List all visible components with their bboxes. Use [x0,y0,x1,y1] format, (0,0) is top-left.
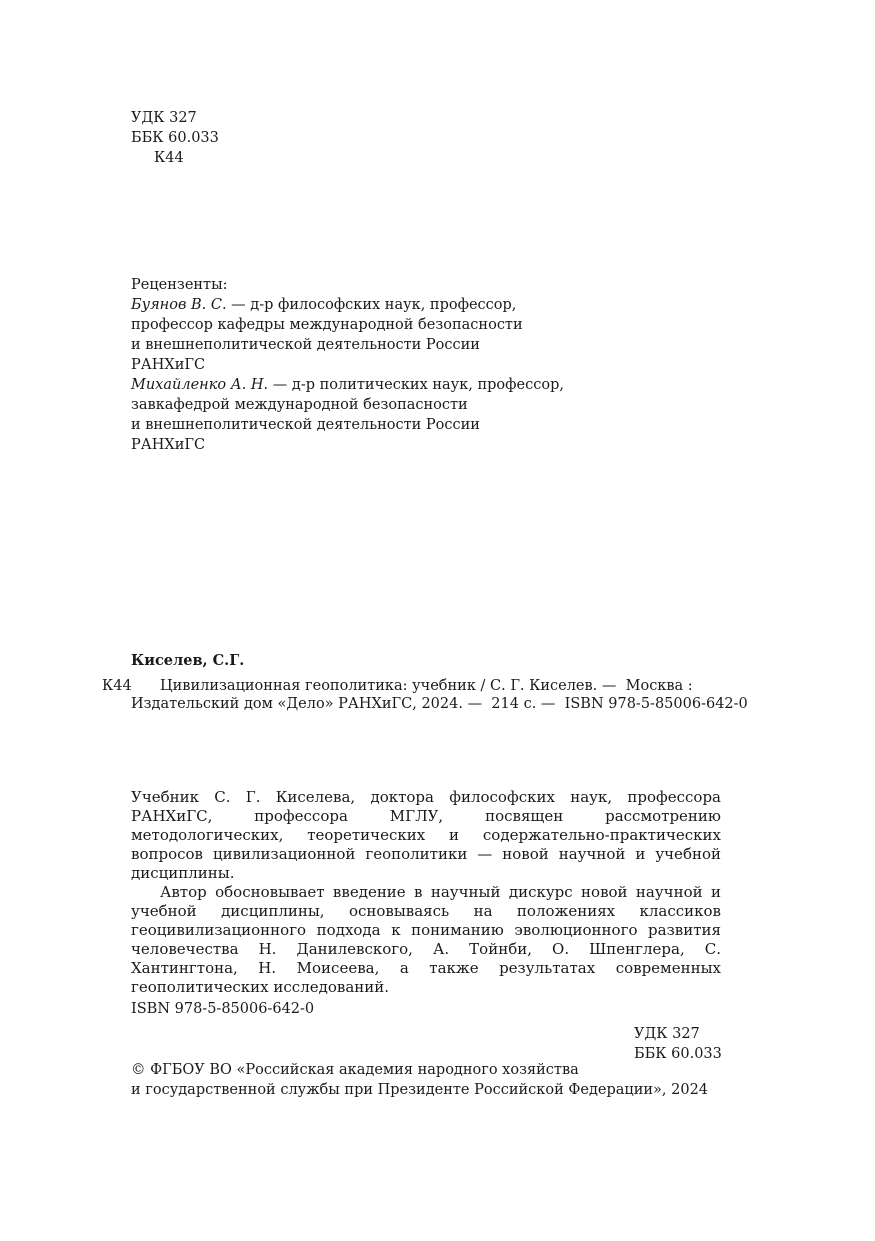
reviewers-heading: Рецензенты: [131,277,228,293]
reviewer-1-desc-3: и внешнеполитической деятельности России [131,337,480,353]
reviewer-1 [131,295,564,315]
copyright [131,1060,708,1100]
reviewer-1-desc-4: РАНХиГС [131,357,206,373]
udk-code-bottom: УДК 327 [634,1026,700,1042]
reviewer-2 [131,375,564,395]
reviewers-block [131,275,564,455]
copyright-line-1: © ФГБОУ ВО «Российская академия народного хозяйства [131,1062,579,1078]
classification-bottom [634,1024,722,1064]
abstract-paragraph-2: Автор обосновывает введение в научный дискурс новой научной и учебной дисциплины, основываясь на положениях классиков геоцивилизационного подхода к пониманию эволюционного развития человечества Н. Данилевского, А. Тойнби, О. Шпенглера, С. Хантингтона, Н. Моисеева, а также результатах современных геополитических исследований. [131,883,721,996]
bib-line-2: Издательский дом «Дело» РАНХиГС, 2024. — 214 с. — ISBN 978-5-85006-642-0 [131,696,748,712]
copyright-line-2: и государственной службы при Президенте Российской Федерации», 2024 [131,1082,709,1098]
abstract-paragraph-1: Учебник С. Г. Киселева, доктора философских наук, профессора РАНХиГС, профессора МГЛУ, посвящен рассмотрению методологических, теоретических и содержательно-практических вопросов цивилизационной геополитики — новой научной и учебной дисциплины. [131,788,721,882]
author-heading: Киселев, С.Г. [131,652,245,669]
author-mark: К44 [154,150,184,166]
reviewer-1-name: Буянов В. С. [131,297,227,313]
bib-mark: К44 [102,678,132,694]
reviewer-2-desc-4: РАНХиГС [131,437,206,453]
reviewer-2-desc: — д-р политических наук, профессор, [268,377,564,393]
abstract [131,788,721,997]
reviewer-2-desc-3: и внешнеполитической деятельности России [131,417,480,433]
isbn: ISBN 978-5-85006-642-0 [131,1001,315,1017]
reviewer-2-name: Михайленко А. Н. [131,377,269,393]
bbk-code: ББК 60.033 [131,130,219,146]
classification-top [131,108,219,168]
bib-line-1: Цивилизационная геополитика: учебник / С. Г. Киселев. — Москва : [160,678,693,694]
reviewer-2-desc-2: завкафедрой международной безопасности [131,397,468,413]
reviewer-1-desc-2: профессор кафедры международной безопасности [131,317,523,333]
reviewer-1-desc: — д-р философских наук, профессор, [226,297,517,313]
udk-code: УДК 327 [131,110,197,126]
bbk-code-bottom: ББК 60.033 [634,1046,722,1062]
